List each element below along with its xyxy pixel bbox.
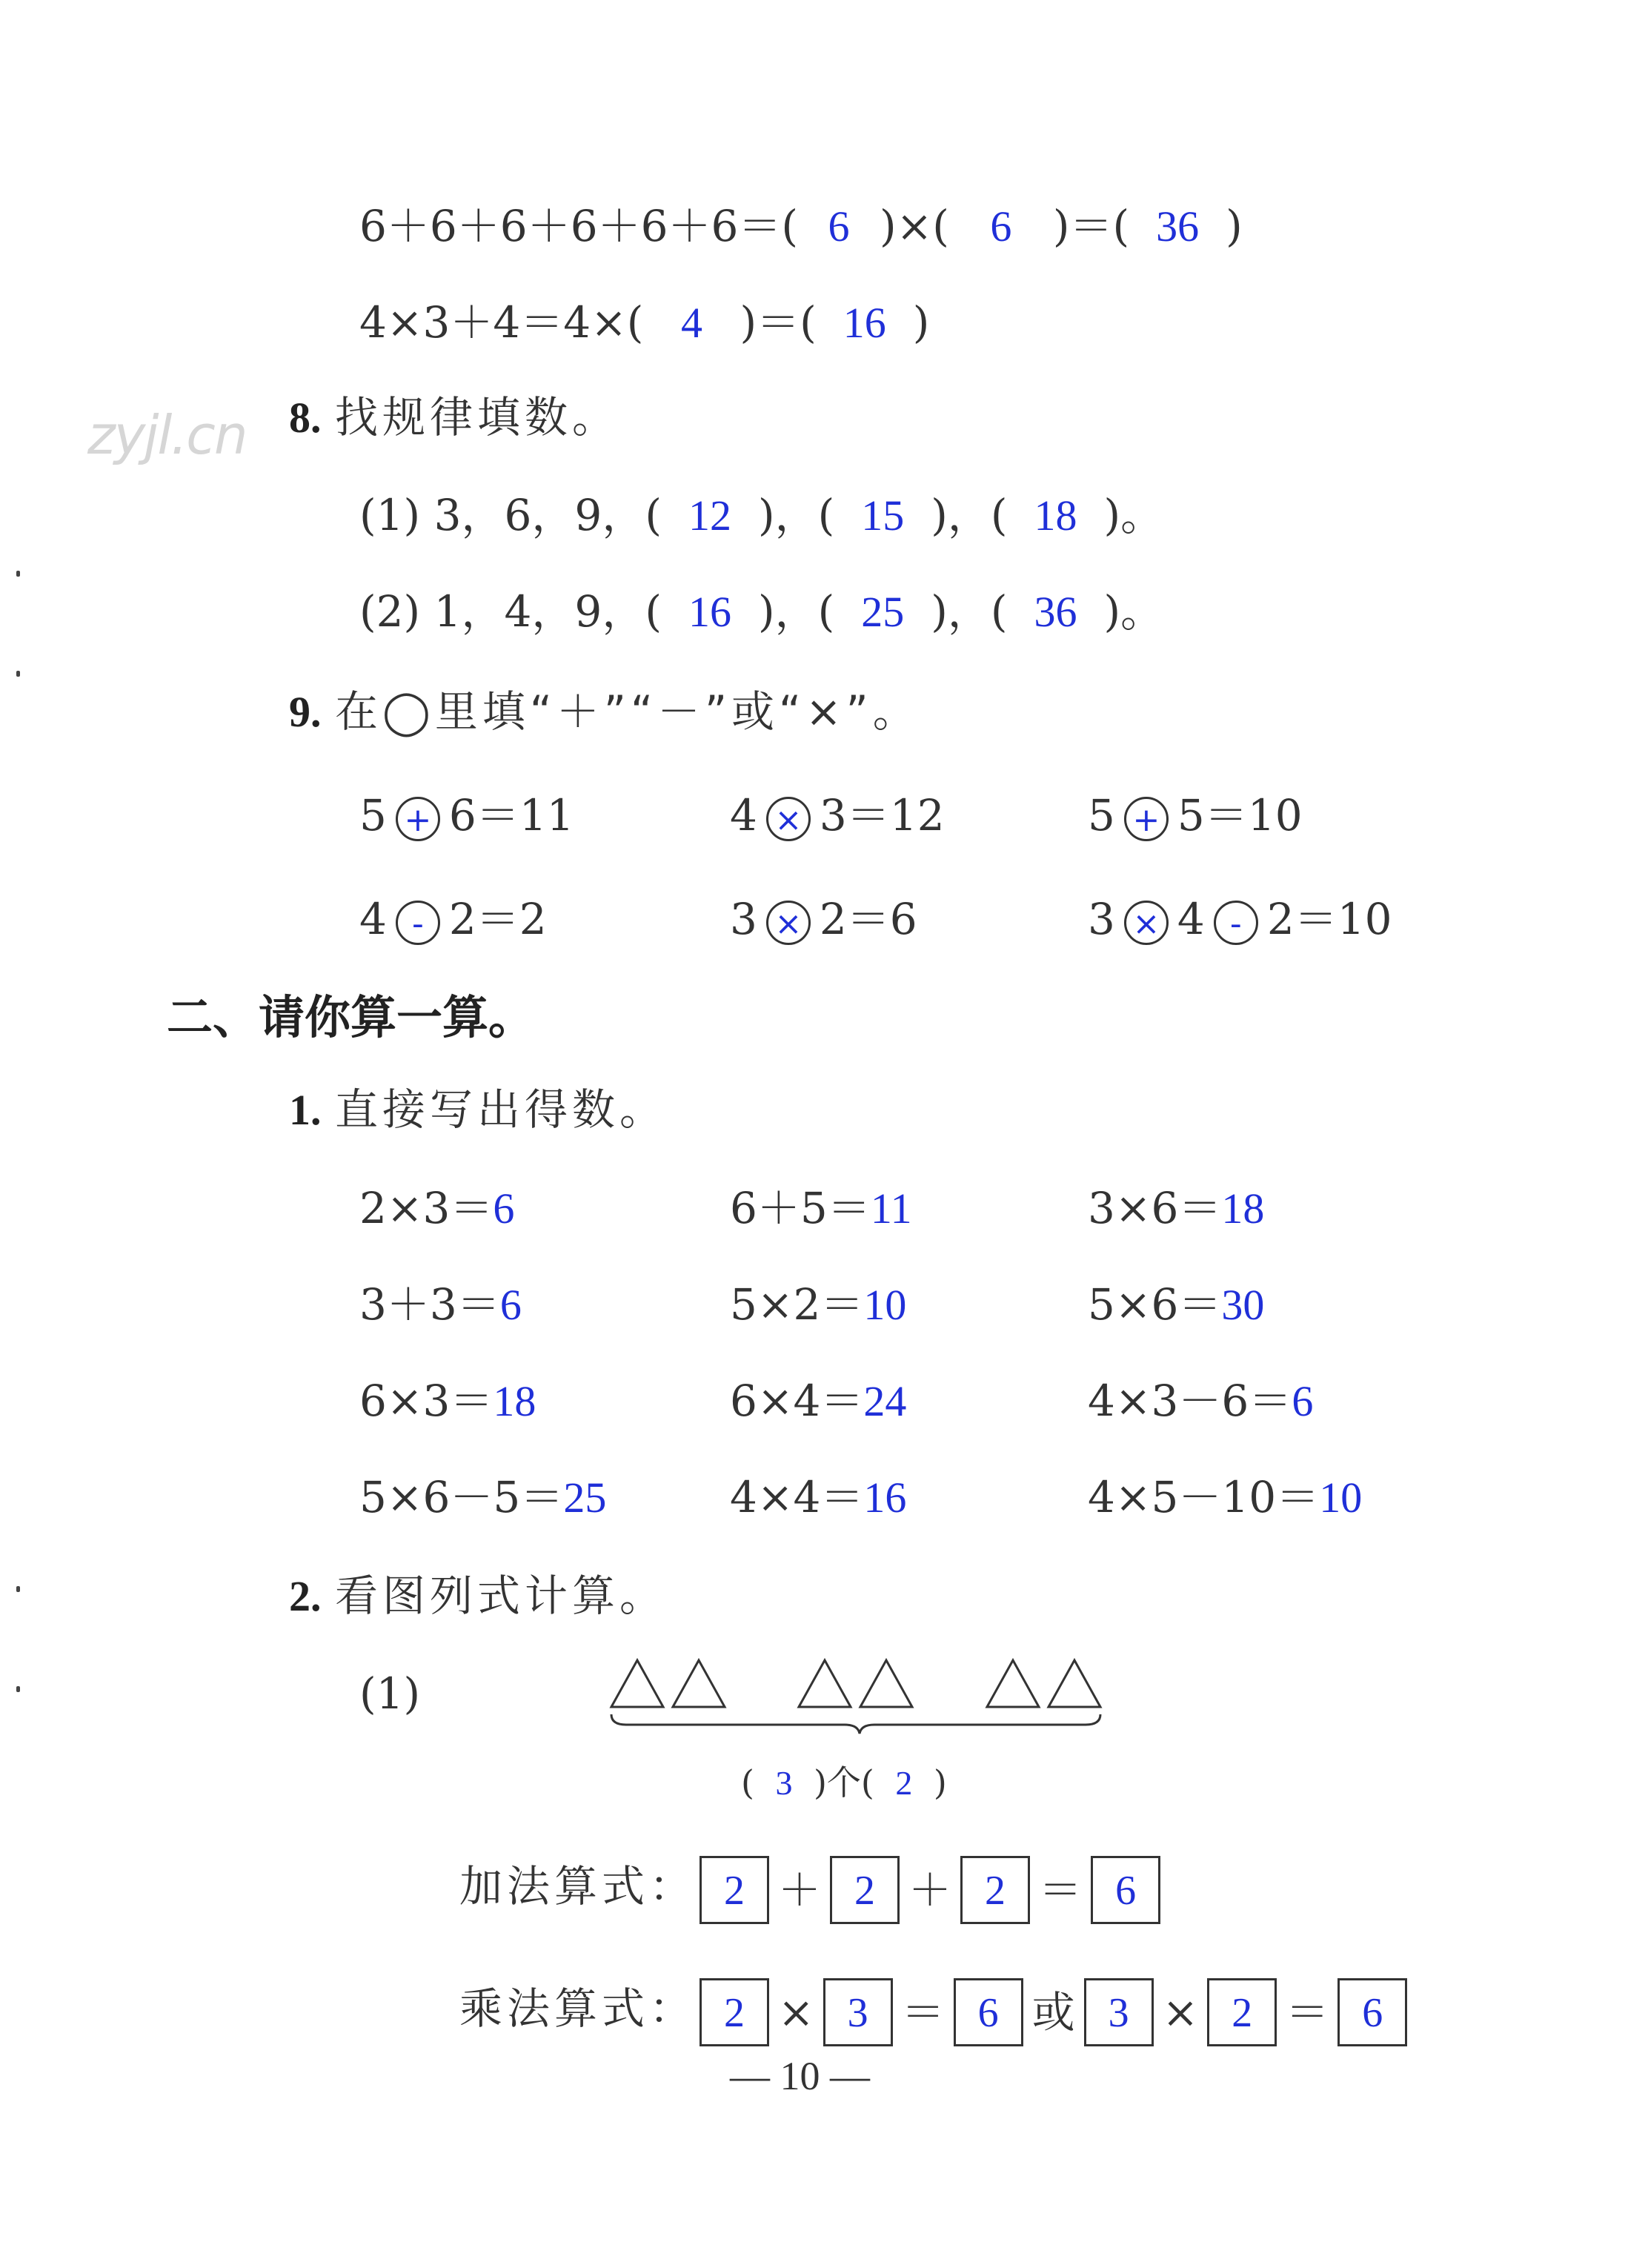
answer: 30 (1221, 1281, 1265, 1329)
question-title: 找规律填数。 (334, 392, 619, 442)
answer: 36 (1034, 588, 1077, 636)
calc-item: 4×5－10＝10 (1088, 1472, 1363, 1522)
question-title: 直接写出得数。 (334, 1084, 667, 1135)
answer: 36 (1156, 202, 1200, 251)
question-title: 看图列式计算。 (334, 1571, 667, 1621)
answer: 12 (688, 491, 731, 540)
operator-item: 4 - 2＝2 (359, 894, 547, 944)
answer: 10 (1319, 1473, 1363, 1522)
calc-item: 5×6－5＝25 (359, 1472, 607, 1522)
question-number: 9. (289, 688, 322, 736)
operator-item: 5 + 5＝10 (1088, 790, 1303, 840)
answer: 6 (1292, 1377, 1314, 1425)
multiplication-equation: 乘法算式： 2 × 3 ＝ 6 或 3 × 2 ＝ 6 (459, 1972, 1410, 2049)
question-number: 2. (289, 1572, 322, 1620)
answer-circle: × (1124, 901, 1169, 945)
question-1-heading (289, 1084, 667, 1136)
question-8-heading (289, 391, 619, 444)
equation-line-1: 6＋6＋6＋6＋6＋6＝( 6 )×( 6 )＝( 36 ) (359, 201, 1243, 251)
answer-box: 2 (699, 1856, 769, 1924)
answer: 16 (688, 588, 731, 636)
answer-box: 6 (1091, 1856, 1160, 1924)
operator-item: 3 × 2＝6 (730, 894, 917, 944)
answer-box: 2 (830, 1856, 900, 1924)
triangle-icon (860, 1660, 912, 1707)
answer: 6 (499, 1281, 522, 1329)
question-number: 1. (289, 1086, 322, 1134)
addition-label: 加法算式： (459, 1861, 697, 1911)
margin-mark (16, 571, 20, 577)
brace-icon (611, 1714, 1100, 1734)
operator-item: 3 × 4 - 2＝10 (1088, 894, 1392, 944)
answer: 3 (775, 1764, 793, 1802)
calc-item: 5×2＝10 (730, 1279, 907, 1330)
margin-mark (16, 1586, 20, 1592)
triangle-icon (673, 1660, 725, 1707)
section-title: 二、请你算一算。 (167, 990, 535, 1044)
triangle-icon (1049, 1660, 1100, 1707)
answer: 10 (863, 1281, 907, 1329)
calc-item: 4×4＝16 (730, 1472, 907, 1522)
calc-item: 6＋5＝11 (730, 1183, 912, 1233)
answer-box: 3 (1084, 1978, 1154, 2046)
answer-circle: + (1124, 797, 1169, 841)
answer: 6 (828, 202, 850, 251)
answer-box: 6 (954, 1978, 1023, 2046)
question-8-row-2: (2) 1，4，9，( 16 )，( 25 )，( 36 )。 (359, 586, 1164, 637)
answer-circle: × (766, 797, 811, 841)
answer: 16 (843, 299, 886, 347)
answer: 6 (493, 1184, 515, 1233)
answer-box: 3 (823, 1978, 893, 2046)
answer: 18 (1034, 491, 1077, 540)
subquestion-label: (1) (359, 1668, 421, 1719)
question-9-heading (289, 686, 920, 738)
calc-item: 3＋3＝6 (359, 1279, 522, 1330)
answer: 4 (680, 299, 702, 347)
triangle-icon (799, 1660, 851, 1707)
groups-caption: ( 3 )个( 2 ) (741, 1757, 947, 1809)
question-number: 8. (289, 394, 322, 442)
answer-circle: + (396, 797, 440, 841)
calc-item: 3×6＝18 (1088, 1183, 1265, 1233)
question-8-row-1: (1) 3，6，9，( 12 )，( 15 )，( 18 )。 (359, 490, 1164, 540)
answer: 18 (493, 1377, 536, 1425)
calc-item: 2×3＝6 (359, 1183, 515, 1233)
answer: 24 (863, 1377, 907, 1425)
triangle-icon (611, 1660, 663, 1707)
answer: 2 (895, 1764, 913, 1802)
answer: 25 (861, 588, 905, 636)
answer: 25 (563, 1473, 607, 1522)
answer: 6 (990, 202, 1012, 251)
multiplication-label: 乘法算式： (459, 1983, 697, 2034)
answer: 11 (870, 1184, 912, 1233)
answer: 16 (863, 1473, 907, 1522)
answer-box: 2 (699, 1978, 769, 2046)
equation-line-2: 4×3＋4＝4×( 4 )＝( 16 ) (359, 297, 930, 348)
answer: 15 (861, 491, 905, 540)
watermark: zyjl.cn (87, 404, 247, 466)
calc-item: 5×6＝30 (1088, 1279, 1265, 1330)
question-title: 在◯里填“＋”“－”或“×”。 (334, 686, 920, 737)
triangle-icon (987, 1660, 1039, 1707)
addition-equation: 加法算式： 2 ＋ 2 ＋ 2 ＝ 6 (459, 1849, 1163, 1927)
operator-item: 4 × 3＝12 (730, 790, 945, 840)
answer-circle: - (396, 901, 440, 945)
calc-item: 4×3－6＝6 (1088, 1376, 1314, 1426)
margin-mark (16, 1686, 20, 1692)
calc-item: 6×4＝24 (730, 1376, 907, 1426)
page-number: — 10 — (730, 2054, 870, 2098)
answer: 18 (1221, 1184, 1265, 1233)
answer-box: 2 (960, 1856, 1030, 1924)
calc-item: 6×3＝18 (359, 1376, 536, 1426)
triangle-picture (608, 1657, 1126, 1738)
question-2-heading (289, 1570, 667, 1622)
answer-circle: - (1214, 901, 1258, 945)
margin-mark (16, 671, 20, 677)
operator-item: 5 + 6＝11 (359, 790, 574, 840)
answer-box: 6 (1337, 1978, 1407, 2046)
answer-circle: × (766, 901, 811, 945)
answer-box: 2 (1207, 1978, 1277, 2046)
